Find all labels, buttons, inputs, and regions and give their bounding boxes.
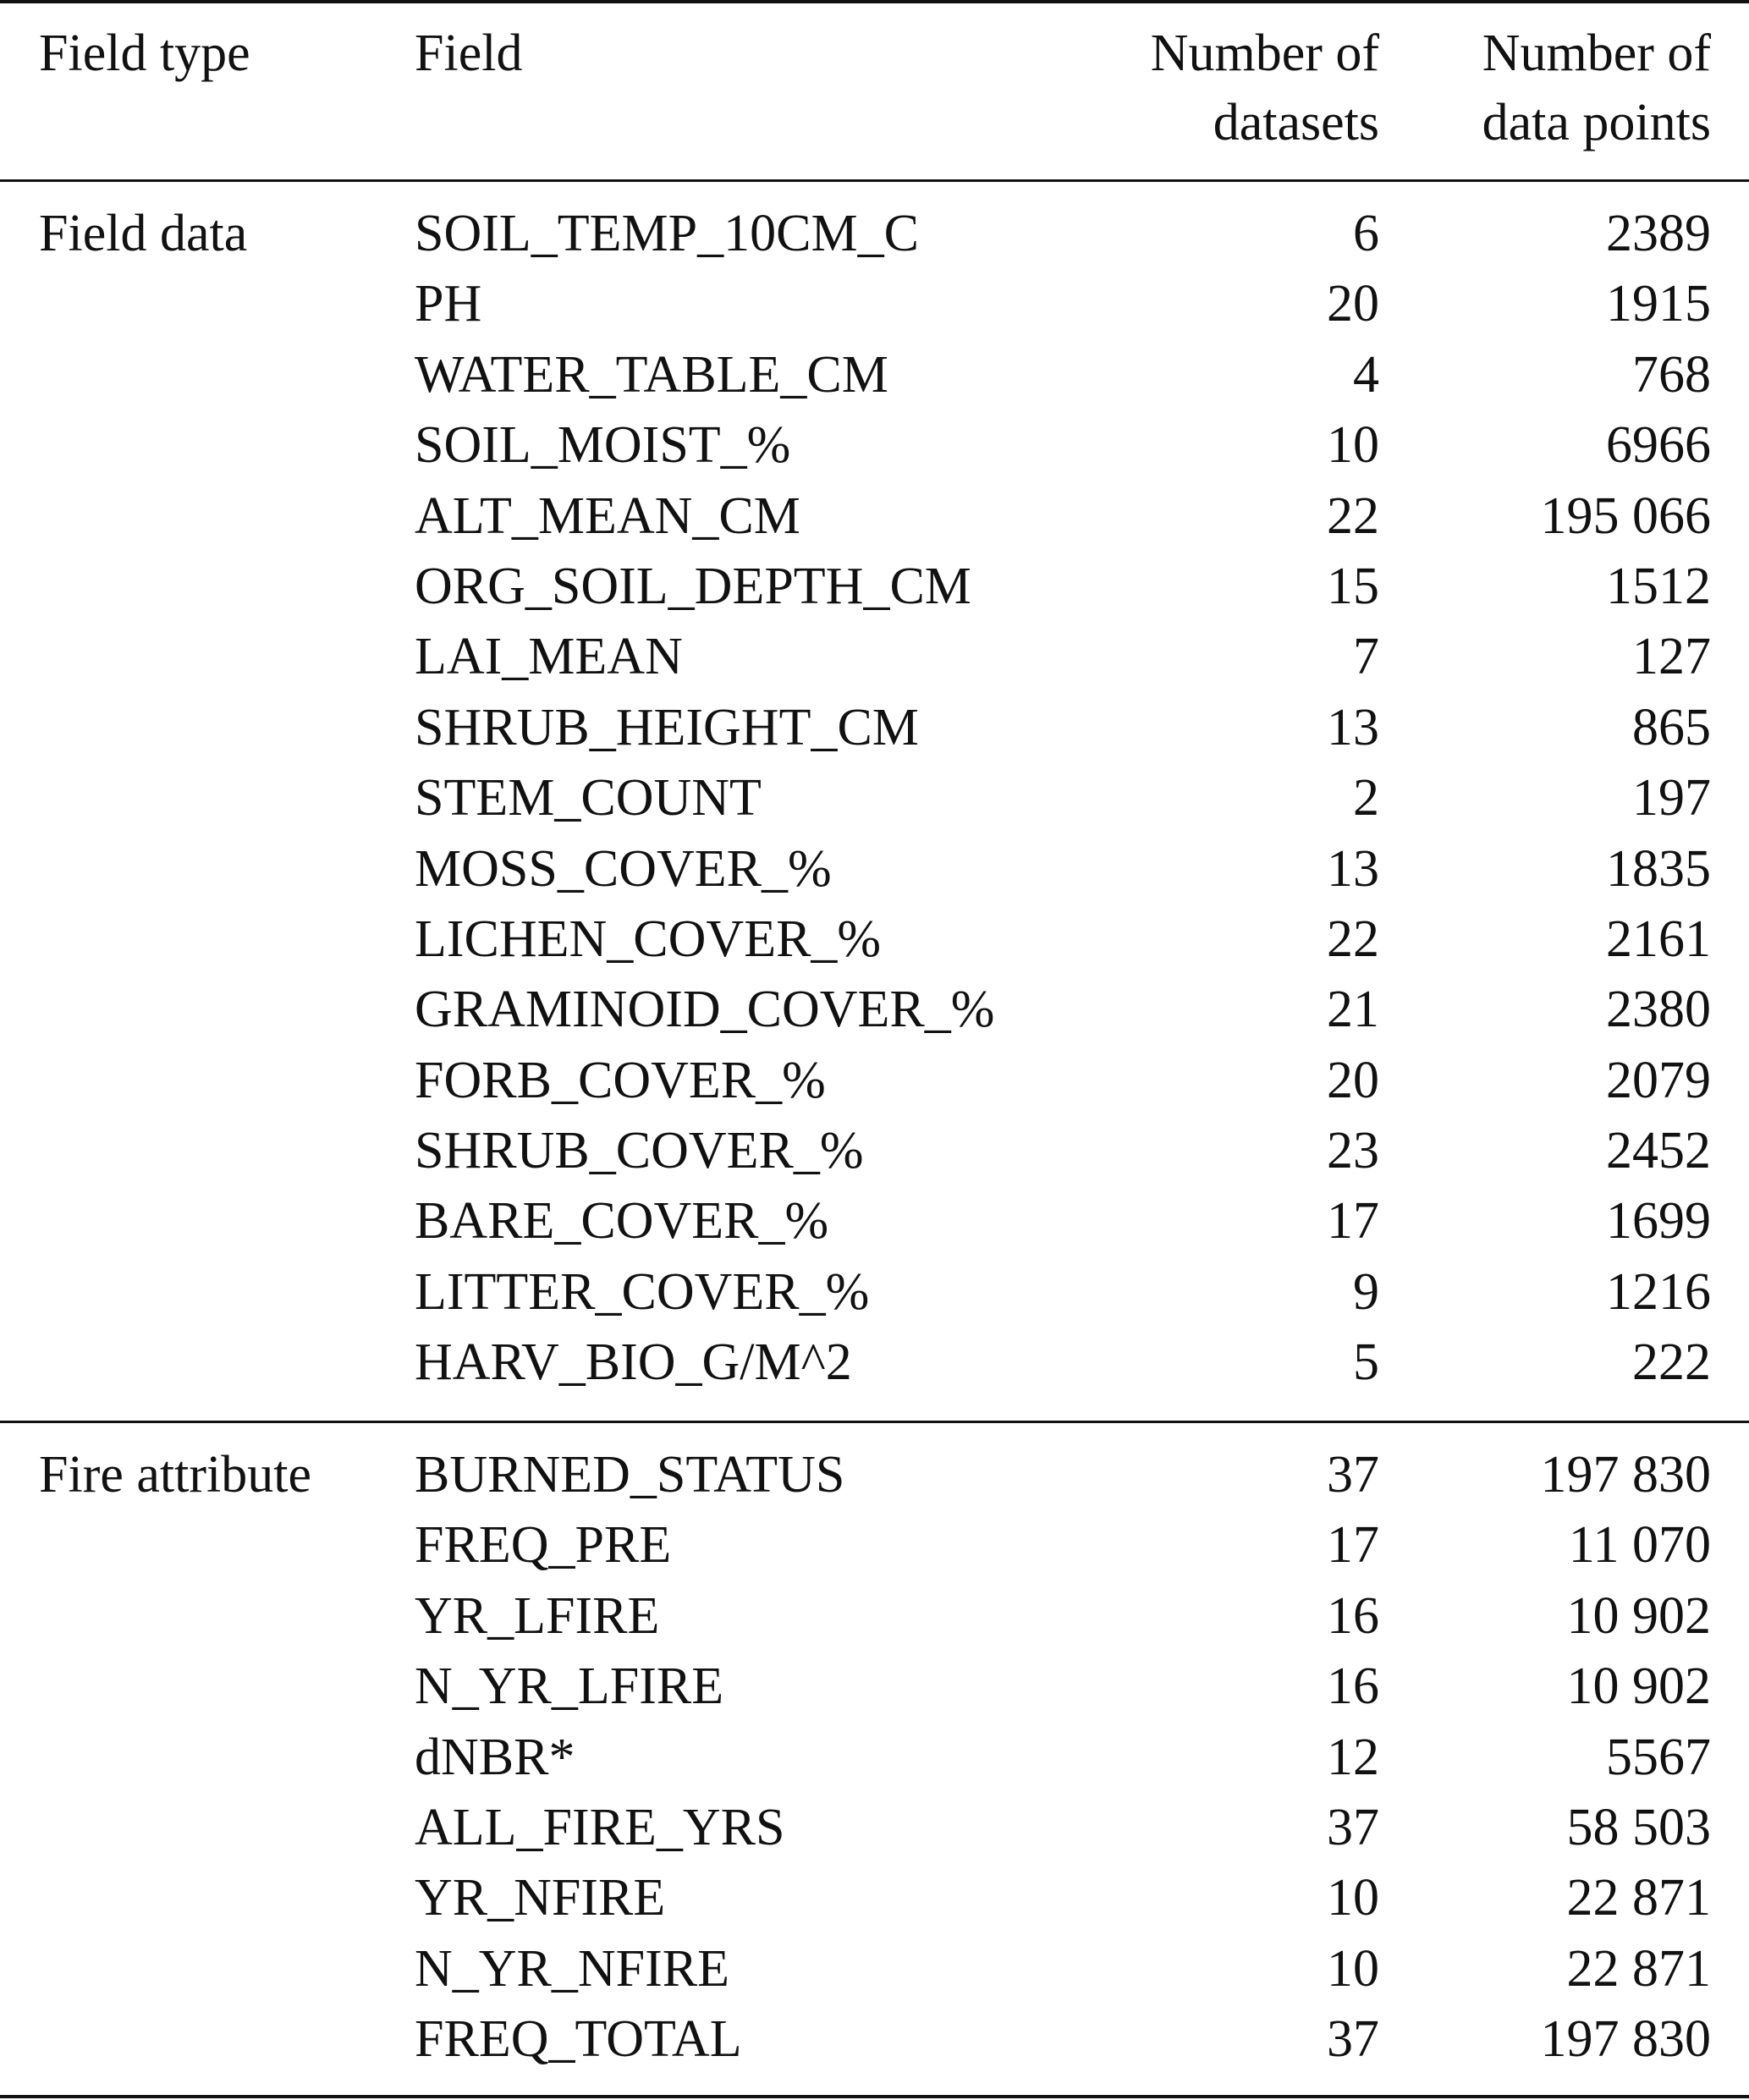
table-row — [0, 975, 1749, 1045]
datasets-cell: 10 — [1327, 416, 1379, 475]
section-field-data — [0, 199, 1749, 1399]
datasets-cell: 17 — [1327, 1192, 1379, 1251]
header-datasets-line1: Number of — [1150, 25, 1379, 82]
data-points-cell: 1699 — [1606, 1192, 1711, 1251]
field-cell: BURNED_STATUS — [415, 1446, 845, 1504]
datasets-cell: 6 — [1353, 205, 1379, 262]
table-row — [0, 410, 1749, 481]
datasets-cell: 7 — [1353, 628, 1379, 686]
datasets-cell: 17 — [1327, 1516, 1379, 1575]
table-row — [0, 622, 1749, 692]
field-cell: dNBR* — [415, 1728, 575, 1786]
datasets-cell: 13 — [1327, 698, 1379, 756]
datasets-cell: 10 — [1327, 1939, 1379, 1998]
field-cell: FREQ_PRE — [415, 1516, 672, 1575]
field-cell: WATER_TABLE_CM — [415, 345, 888, 404]
field-cell: BARE_COVER_% — [415, 1192, 829, 1251]
datasets-cell: 15 — [1327, 557, 1379, 615]
bottom-rule — [0, 2095, 1749, 2098]
field-cell: LICHEN_COVER_% — [415, 910, 882, 968]
table-row — [0, 904, 1749, 975]
datasets-cell: 9 — [1353, 1262, 1379, 1321]
field-cell: SHRUB_HEIGHT_CM — [415, 698, 919, 756]
field-cell: ALL_FIRE_YRS — [415, 1798, 785, 1856]
data-points-cell: 2389 — [1606, 205, 1711, 262]
table-row — [0, 1581, 1749, 1652]
section-rule — [0, 1421, 1749, 1423]
field-cell: STEM_COUNT — [415, 769, 762, 827]
header-field: Field — [415, 25, 523, 82]
datasets-cell: 22 — [1327, 910, 1379, 968]
datasets-cell: 4 — [1353, 345, 1379, 404]
data-points-cell: 865 — [1632, 698, 1711, 756]
datasets-cell: 21 — [1327, 981, 1379, 1039]
data-points-cell: 58 503 — [1566, 1798, 1711, 1856]
table-row — [0, 2004, 1749, 2075]
data-points-cell: 10 902 — [1566, 1657, 1711, 1716]
field-cell: N_YR_LFIRE — [415, 1657, 724, 1716]
field-cell: SOIL_TEMP_10CM_C — [415, 205, 919, 262]
header-number-of-data-points — [1482, 19, 1711, 157]
data-points-cell: 1835 — [1606, 839, 1711, 898]
data-points-cell: 22 871 — [1566, 1939, 1711, 1998]
field-cell: FREQ_TOTAL — [415, 2010, 742, 2069]
datasets-cell: 5 — [1353, 1333, 1379, 1392]
field-type-cell: Fire attribute — [39, 1446, 311, 1504]
table-row — [0, 1257, 1749, 1328]
field-cell: PH — [415, 275, 482, 333]
field-type-cell: Field data — [39, 205, 248, 262]
datasets-cell: 37 — [1327, 1446, 1379, 1504]
table-row — [0, 1652, 1749, 1722]
datasets-cell: 16 — [1327, 1586, 1379, 1645]
table-row — [0, 340, 1749, 410]
data-points-cell: 2161 — [1606, 910, 1711, 968]
table-row — [0, 481, 1749, 552]
table-row — [0, 763, 1749, 833]
data-points-cell: 197 — [1632, 769, 1711, 827]
data-points-cell: 11 070 — [1568, 1516, 1711, 1575]
header-points-line1: Number of — [1482, 25, 1711, 82]
data-points-cell: 2079 — [1606, 1051, 1711, 1109]
table-row — [0, 1440, 1749, 1510]
data-points-cell: 197 830 — [1540, 2010, 1711, 2069]
field-cell: ALT_MEAN_CM — [415, 487, 800, 545]
data-points-cell: 195 066 — [1540, 487, 1711, 545]
data-points-cell: 6966 — [1606, 416, 1711, 475]
datasets-cell: 37 — [1327, 1798, 1379, 1856]
table-row — [0, 1328, 1749, 1398]
table-row — [0, 1186, 1749, 1256]
data-points-cell: 1915 — [1606, 275, 1711, 333]
datasets-cell: 10 — [1327, 1869, 1379, 1927]
top-rule — [0, 0, 1749, 3]
data-points-cell: 197 830 — [1540, 1446, 1711, 1504]
data-points-cell: 1512 — [1606, 557, 1711, 615]
table-row — [0, 1116, 1749, 1186]
section-fire-attribute — [0, 1440, 1749, 2075]
table-row — [0, 1510, 1749, 1580]
table-row — [0, 1723, 1749, 1793]
data-points-cell: 10 902 — [1566, 1586, 1711, 1645]
header-number-of-datasets — [1151, 19, 1379, 157]
field-cell: LAI_MEAN — [415, 628, 683, 686]
data-points-cell: 2380 — [1606, 981, 1711, 1039]
header-field-type: Field type — [39, 25, 250, 82]
field-cell: SHRUB_COVER_% — [415, 1122, 864, 1180]
table-row — [0, 834, 1749, 904]
header-points-line2: data points — [1482, 94, 1711, 151]
datasets-cell: 22 — [1327, 487, 1379, 545]
field-cell: LITTER_COVER_% — [415, 1262, 870, 1321]
data-points-cell: 222 — [1632, 1333, 1711, 1392]
field-cell: ORG_SOIL_DEPTH_CM — [415, 557, 971, 615]
field-cell: GRAMINOID_COVER_% — [415, 981, 995, 1039]
datasets-cell: 23 — [1327, 1122, 1379, 1180]
datasets-cell: 16 — [1327, 1657, 1379, 1716]
header-datasets-line2: datasets — [1213, 94, 1379, 151]
field-cell: MOSS_COVER_% — [415, 839, 832, 898]
field-cell: HARV_BIO_G/M^2 — [415, 1333, 852, 1392]
header-rule — [0, 179, 1749, 182]
datasets-cell: 20 — [1327, 275, 1379, 333]
data-points-cell: 1216 — [1606, 1262, 1711, 1321]
data-points-cell: 2452 — [1606, 1122, 1711, 1180]
table-row — [0, 199, 1749, 269]
table-row — [0, 1934, 1749, 2004]
datasets-cell: 2 — [1353, 769, 1379, 827]
datasets-cell: 13 — [1327, 839, 1379, 898]
field-cell: YR_NFIRE — [415, 1869, 666, 1927]
field-cell: SOIL_MOIST_% — [415, 416, 791, 475]
datasets-cell: 37 — [1327, 2010, 1379, 2069]
datasets-cell: 20 — [1327, 1051, 1379, 1109]
data-points-cell: 768 — [1632, 345, 1711, 404]
table-row — [0, 1863, 1749, 1933]
table-row — [0, 552, 1749, 622]
table-row — [0, 693, 1749, 763]
data-points-cell: 22 871 — [1566, 1869, 1711, 1927]
table-row — [0, 1793, 1749, 1863]
data-points-cell: 127 — [1632, 628, 1711, 686]
field-cell: FORB_COVER_% — [415, 1051, 826, 1109]
datasets-cell: 12 — [1327, 1728, 1379, 1786]
table-row — [0, 269, 1749, 339]
field-cell: N_YR_NFIRE — [415, 1939, 730, 1998]
table-row — [0, 1046, 1749, 1116]
field-cell: YR_LFIRE — [415, 1586, 660, 1645]
data-points-cell: 5567 — [1606, 1728, 1711, 1786]
